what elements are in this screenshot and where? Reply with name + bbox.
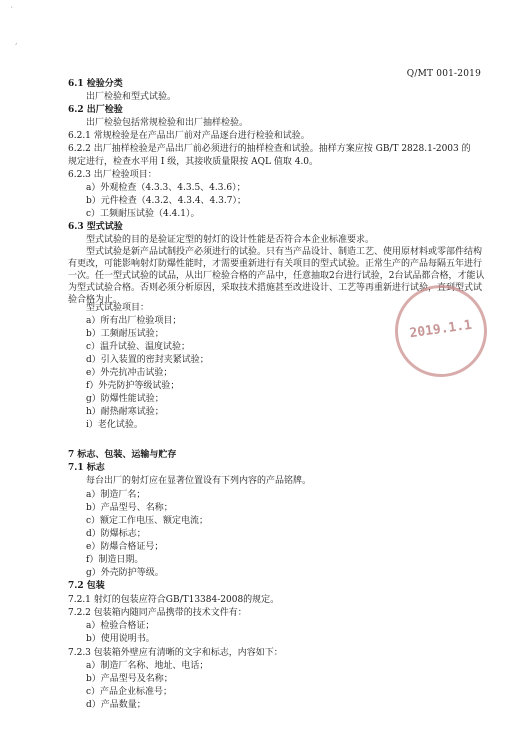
list-item: f）外壳防护等级试验； bbox=[86, 381, 180, 391]
clause-7-2-1: 7.2.1 射灯的包装应符合GB/T13384-2008的规定。 bbox=[68, 595, 280, 605]
list-item: b）使用说明书。 bbox=[86, 634, 155, 644]
list-item: b）产品型号、名称； bbox=[86, 503, 173, 513]
list-item: d）防爆标志； bbox=[86, 529, 146, 539]
list-item: d）引入装置的密封夹紧试验； bbox=[86, 355, 209, 365]
scan-mark: ˋ bbox=[10, 6, 14, 15]
clause-6-2-1: 6.2.1 常规检验是在产品出厂前对产品逐台进行检验和试验。 bbox=[68, 131, 310, 141]
section-7-1-body: 每台出厂的射灯应在显著位置设有下列内容的产品铭牌。 bbox=[86, 476, 312, 486]
list-item: g）外壳防护等级。 bbox=[86, 568, 164, 578]
section-7-1-heading: 7.1 标志 bbox=[68, 463, 105, 473]
list-item: a）制造厂名； bbox=[86, 490, 146, 500]
list-item: a）所有出厂检验项目； bbox=[86, 316, 182, 326]
section-6-1-heading: 6.1 检验分类 bbox=[68, 79, 123, 89]
section-6-3-paragraph-2: 型式试验是新产品试制投产必须进行的试验。只有当产品设计、制造工艺、使用原材料或零部件结构有更改，可能影响射灯防爆性能时，才需要重新进行有关项目的型式试验。正常生产的产品每隔五年进行一次。任一型式试验的试品，从出厂检验合格的产品中，任意抽取2台进行试验，2台试品都合格，才能认为型式试验合格。否则必须分析原因，采取技术措施甚至改进设计、工艺等再重新进行试验，直到型式试验合格为止。 bbox=[68, 247, 485, 305]
clause-7-2-3: 7.2.3 包装箱外壁应有清晰的文字和标志，内容如下： bbox=[68, 648, 283, 658]
section-7-2-heading: 7.2 包装 bbox=[68, 581, 105, 591]
list-item: b）工频耐压试验； bbox=[86, 329, 164, 339]
document-code: Q/MT 001-2019 bbox=[406, 69, 481, 79]
clause-6-2-2-line-1: 6.2.2 出厂抽样检验是产品出厂前必须进行的抽样检查和试验。抽样方案应按 GB/T 2828.1-2003 的 bbox=[68, 144, 471, 154]
section-6-1-body: 出厂检验和型式试验。 bbox=[86, 92, 177, 102]
clause-6-2-3: 6.2.3 出厂检验项目： bbox=[68, 170, 157, 180]
scan-mark: ¸ bbox=[14, 36, 18, 45]
list-item: i）老化试验。 bbox=[86, 420, 143, 430]
list-item: f）制造日期。 bbox=[86, 555, 144, 565]
list-item: d）产品数量； bbox=[86, 700, 146, 710]
list-item: b）产品型号及名称； bbox=[86, 674, 173, 684]
section-7-heading: 7 标志、包装、运输与贮存 bbox=[68, 450, 177, 460]
list-item: a）制造厂名称、地址、电话； bbox=[86, 661, 209, 671]
list-item: h）耐热耐寒试验； bbox=[86, 407, 164, 417]
clause-6-2-2-line-2: 规定进行，检查水平用 I 级，其接收质量限按 AQL 值取 4.0。 bbox=[68, 157, 319, 167]
section-6-2-body: 出厂检验包括常规检验和出厂抽样检验。 bbox=[86, 118, 249, 128]
list-item: a）外观检查（4.3.3、4.3.5、4.3.6）； bbox=[86, 183, 246, 193]
list-item: c）温升试验、温度试验； bbox=[86, 342, 191, 352]
section-6-2-heading: 6.2 出厂检验 bbox=[68, 105, 123, 115]
clause-7-2-2: 7.2.2 包装箱内随同产品携带的技术文件有： bbox=[68, 608, 247, 618]
list-item: e）外壳抗冲击试验； bbox=[86, 368, 173, 378]
type-test-items-title: 型式试验项目： bbox=[86, 303, 150, 313]
list-item: c）产品企业标准号； bbox=[86, 687, 173, 697]
list-item: a）检验合格证； bbox=[86, 621, 155, 631]
list-item: g）防爆性能试验； bbox=[86, 394, 164, 404]
stamp-date: 2019.1.1 bbox=[408, 317, 473, 342]
list-item: e）防爆合格证号； bbox=[86, 542, 164, 552]
list-item: c）额定工作电压、额定电流； bbox=[86, 516, 209, 526]
list-item: c）工频耐压试验（4.4.1）。 bbox=[86, 209, 200, 219]
list-item: b）元件检查（4.3.2、4.3.4、4.3.7）； bbox=[86, 196, 246, 206]
section-6-3-heading: 6.3 型式试验 bbox=[68, 222, 123, 232]
section-6-3-paragraph-1: 型式试验的目的是验证定型的射灯的设计性能是否符合本企业标准要求。 bbox=[86, 235, 375, 245]
